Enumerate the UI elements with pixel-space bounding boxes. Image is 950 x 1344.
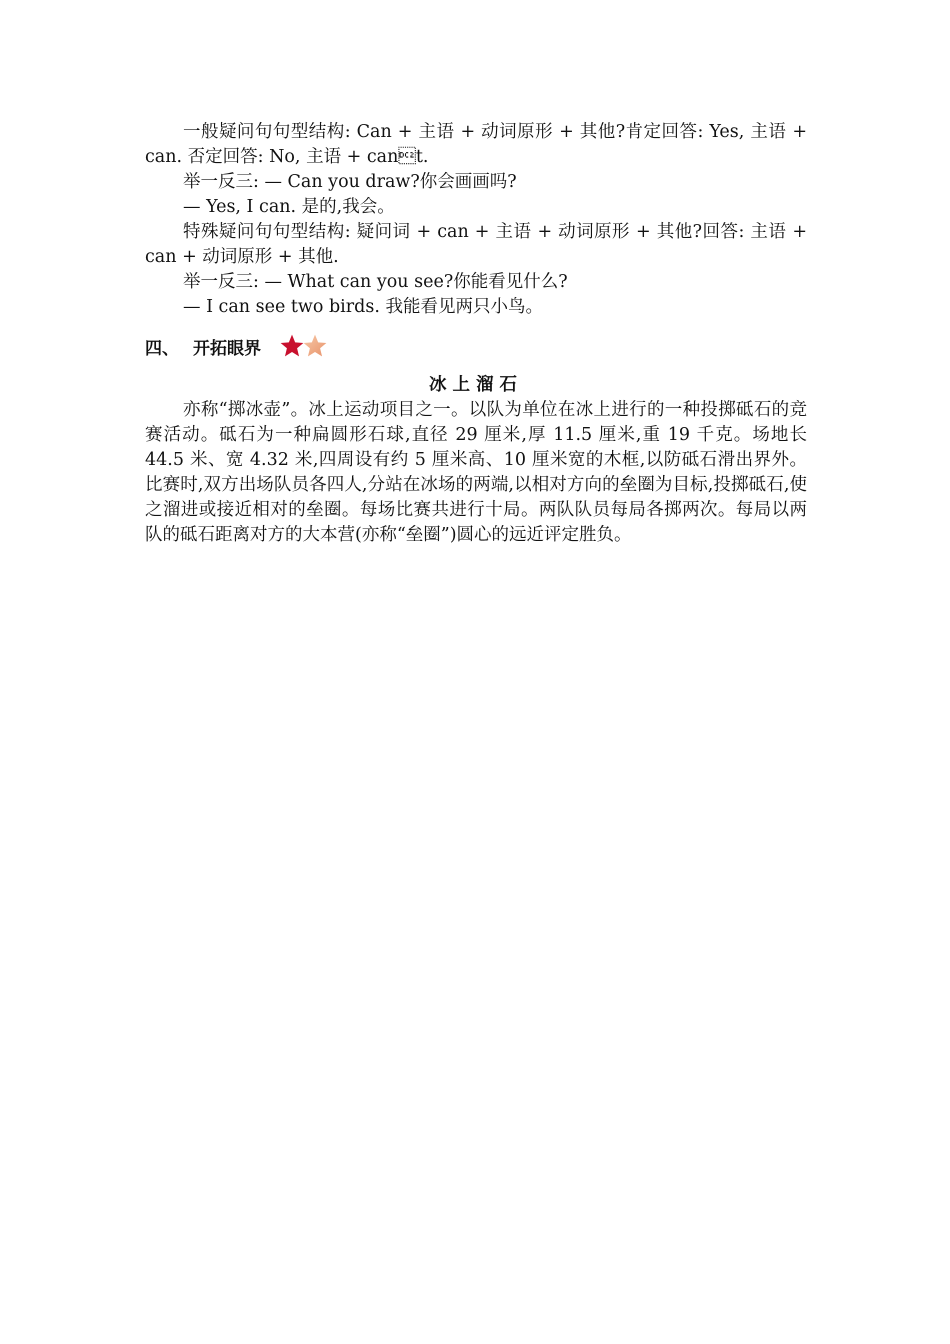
example-answer-1: — Yes, I can. 是的,我会。	[183, 197, 395, 217]
section-title: 开拓眼界	[193, 338, 261, 359]
grammar-notes	[145, 120, 807, 322]
document-page	[145, 120, 807, 548]
example-question-2: 举一反三: — What can you see?你能看见什么?	[183, 272, 568, 292]
article-body: 亦称“掷冰壶”。冰上运动项目之一。以队为单位在冰上进行的一种投掷砥石的竞赛活动。砥石为一种扁圆形石球,直径 29 厘米,厚 11.5 厘米,重 19 千克。场地长 44.5 米、宽 4.32 米,四周设有约 5 厘米高、10 厘米宽的木框,以防砥石滑出界外。比赛时,双方出场队员各四人,分站在冰场的两端,以相对方向的垒圈为目标,投掷砥石,使之溜进或接近相对的垒圈。每场比赛共进行十局。两队队员每局各掷两次。每局以两队的砥石距离对方的大本营(亦称“垒圈”)圆心的远近评定胜负。	[145, 400, 807, 545]
star-icon	[302, 333, 328, 359]
yes-no-question-structure: 一般疑问句句型结构: Can + 主语 + 动词原形 + 其他?肯定回答: Yes, 主语 + can. 否定回答: No, 主语 + cant.	[145, 122, 807, 167]
example-answer-2: — I can see two birds. 我能看见两只小鸟。	[183, 297, 543, 317]
wh-question-structure: 特殊疑问句句型结构: 疑问词 + can + 主语 + 动词原形 + 其他?回答: 主语 + can + 动词原形 + 其他.	[145, 222, 807, 267]
example-question-1: 举一反三: — Can you draw?你会画画吗?	[183, 172, 517, 192]
section-number: 四、	[145, 338, 179, 359]
article-title: 冰上溜石	[429, 375, 523, 395]
section-heading	[145, 326, 807, 366]
difficulty-stars	[279, 333, 328, 359]
